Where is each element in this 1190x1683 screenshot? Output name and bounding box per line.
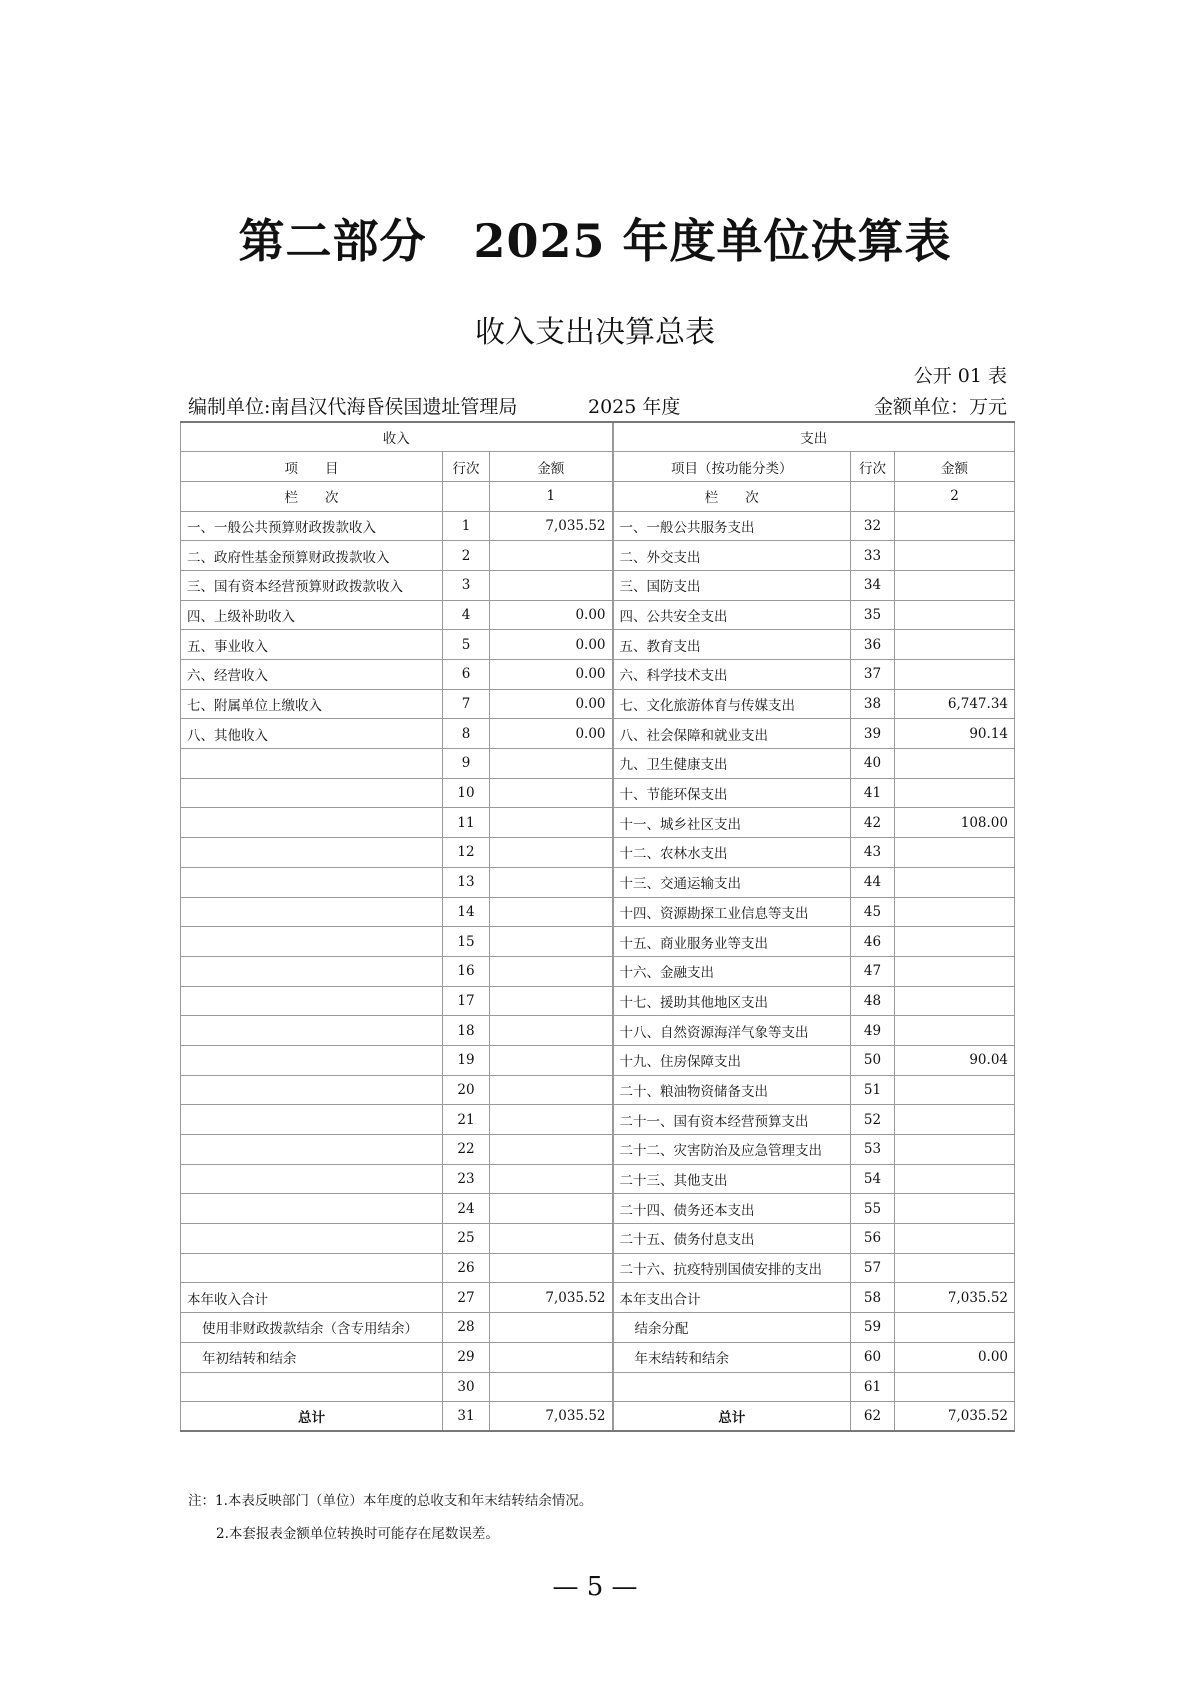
income-amount-cell (490, 749, 613, 779)
expense-item-cell: 十二、农林水支出 (613, 838, 851, 868)
table-row (181, 660, 1015, 690)
expense-row-no-cell: 50 (851, 1045, 895, 1075)
income-amount-cell (490, 778, 613, 808)
expense-header: 支出 (613, 422, 1015, 452)
income-item-cell (181, 808, 443, 838)
table-row (181, 778, 1015, 808)
income-expense-table (180, 421, 1015, 1432)
expense-amount-cell (895, 1194, 1015, 1224)
income-amount-cell (490, 1164, 613, 1194)
table-row (181, 1224, 1015, 1254)
income-row-no-cell: 1 (443, 511, 490, 541)
table-row (181, 1372, 1015, 1402)
expense-item-cell: 二、外交支出 (613, 541, 851, 571)
income-row-no-cell: 19 (443, 1045, 490, 1075)
expense-item-cell: 总计 (613, 1402, 851, 1432)
expense-row-no-cell: 53 (851, 1135, 895, 1165)
expense-amount-cell: 7,035.52 (895, 1283, 1015, 1313)
expense-item-cell: 八、社会保障和就业支出 (613, 719, 851, 749)
income-row-no-cell: 24 (443, 1194, 490, 1224)
table-row (181, 1253, 1015, 1283)
expense-row-no-cell: 46 (851, 927, 895, 957)
expense-amount-cell (895, 867, 1015, 897)
table-row (181, 838, 1015, 868)
income-row-no-cell: 23 (443, 1164, 490, 1194)
income-row-no-cell: 6 (443, 660, 490, 690)
col-header-amount: 金额 (490, 452, 613, 482)
income-amount-cell (490, 867, 613, 897)
income-item-cell (181, 1105, 443, 1135)
expense-row-no-cell: 59 (851, 1313, 895, 1343)
fiscal-year: 2025 年度 (588, 396, 681, 418)
note-1: 注：1.本表反映部门（单位）本年度的总收支和年末结转结余情况。 (188, 1493, 593, 1509)
income-amount-cell (490, 986, 613, 1016)
expense-item-cell: 二十三、其他支出 (613, 1164, 851, 1194)
income-item-cell (181, 956, 443, 986)
table-row (181, 1402, 1015, 1432)
expense-item-cell: 十、节能环保支出 (613, 778, 851, 808)
table-row (181, 719, 1015, 749)
expense-item-cell: 结余分配 (613, 1313, 851, 1343)
expense-row-no-cell: 56 (851, 1224, 895, 1254)
expense-item-cell (613, 1372, 851, 1402)
income-row-no-cell: 26 (443, 1253, 490, 1283)
income-item-cell (181, 986, 443, 1016)
expense-row-no-cell: 61 (851, 1372, 895, 1402)
income-amount-cell: 7,035.52 (490, 1402, 613, 1432)
expense-row-no-cell: 42 (851, 808, 895, 838)
table-row (181, 808, 1015, 838)
table-row (181, 541, 1015, 571)
col-header-row-no: 行次 (443, 452, 490, 482)
expense-row-no-cell: 49 (851, 1016, 895, 1046)
expense-amount-cell (895, 1105, 1015, 1135)
lanci-blank (851, 481, 895, 511)
expense-item-cell: 十八、自然资源海洋气象等支出 (613, 1016, 851, 1046)
income-item-cell (181, 1194, 443, 1224)
page-number: — 5 — (552, 1572, 638, 1602)
income-item-cell (181, 838, 443, 868)
expense-row-no-cell: 51 (851, 1075, 895, 1105)
expense-item-cell: 二十、粮油物资储备支出 (613, 1075, 851, 1105)
expense-amount-cell (895, 600, 1015, 630)
income-amount-cell (490, 1342, 613, 1372)
income-amount-cell (490, 1313, 613, 1343)
expense-row-no-cell: 58 (851, 1283, 895, 1313)
expense-amount-cell (895, 1253, 1015, 1283)
expense-row-no-cell: 54 (851, 1164, 895, 1194)
expense-row-no-cell: 41 (851, 778, 895, 808)
income-amount-cell (490, 541, 613, 571)
header-row-columns (181, 452, 1015, 482)
expense-amount-cell (895, 956, 1015, 986)
income-amount-cell (490, 927, 613, 957)
income-item-cell: 六、经营收入 (181, 660, 443, 690)
table-row (181, 1016, 1015, 1046)
income-row-no-cell: 4 (443, 600, 490, 630)
expense-amount-cell: 90.04 (895, 1045, 1015, 1075)
income-item-cell: 本年收入合计 (181, 1283, 443, 1313)
expense-item-cell: 一、一般公共服务支出 (613, 511, 851, 541)
header-row-sections (181, 422, 1015, 452)
form-number: 公开 01 表 (913, 365, 1007, 387)
expense-amount-cell (895, 1224, 1015, 1254)
expense-amount-cell (895, 1313, 1015, 1343)
income-row-no-cell: 3 (443, 570, 490, 600)
income-row-no-cell: 13 (443, 867, 490, 897)
expense-row-no-cell: 52 (851, 1105, 895, 1135)
col-header-item: 项 目 (181, 452, 443, 482)
col-header-item-func: 项目（按功能分类） (613, 452, 851, 482)
expense-amount-cell (895, 1372, 1015, 1402)
income-item-cell: 三、国有资本经营预算财政拨款收入 (181, 570, 443, 600)
money-unit: 金额单位：万元 (873, 396, 1007, 418)
expense-row-no-cell: 40 (851, 749, 895, 779)
income-row-no-cell: 21 (443, 1105, 490, 1135)
income-header: 收入 (181, 422, 613, 452)
header-row-lanci (181, 481, 1015, 511)
income-item-cell (181, 1372, 443, 1402)
expense-item-cell: 二十四、债务还本支出 (613, 1194, 851, 1224)
income-row-no-cell: 31 (443, 1402, 490, 1432)
income-item-cell (181, 1016, 443, 1046)
table-row (181, 600, 1015, 630)
expense-row-no-cell: 57 (851, 1253, 895, 1283)
expense-row-no-cell: 47 (851, 956, 895, 986)
income-row-no-cell: 15 (443, 927, 490, 957)
expense-amount-cell (895, 986, 1015, 1016)
expense-item-cell: 二十五、债务付息支出 (613, 1224, 851, 1254)
expense-amount-cell: 7,035.52 (895, 1402, 1015, 1432)
income-row-no-cell: 2 (443, 541, 490, 571)
lanci-col1: 1 (490, 481, 613, 511)
income-item-cell (181, 1135, 443, 1165)
income-item-cell (181, 749, 443, 779)
expense-amount-cell (895, 778, 1015, 808)
income-amount-cell: 7,035.52 (490, 1283, 613, 1313)
table-row (181, 1135, 1015, 1165)
income-item-cell: 年初结转和结余 (181, 1342, 443, 1372)
table-row (181, 1105, 1015, 1135)
income-amount-cell (490, 1224, 613, 1254)
table-row (181, 897, 1015, 927)
expense-item-cell: 二十一、国有资本经营预算支出 (613, 1105, 851, 1135)
expense-amount-cell (895, 927, 1015, 957)
income-amount-cell (490, 1105, 613, 1135)
compiling-unit: 编制单位:南昌汉代海昏侯国遗址管理局 (188, 396, 518, 418)
expense-amount-cell (895, 570, 1015, 600)
table-row (181, 630, 1015, 660)
income-row-no-cell: 8 (443, 719, 490, 749)
expense-row-no-cell: 34 (851, 570, 895, 600)
table-row (181, 1342, 1015, 1372)
income-item-cell (181, 778, 443, 808)
lanci-blank (443, 481, 490, 511)
expense-item-cell: 十三、交通运输支出 (613, 867, 851, 897)
expense-amount-cell (895, 838, 1015, 868)
income-row-no-cell: 11 (443, 808, 490, 838)
income-amount-cell (490, 1253, 613, 1283)
lanci-col2: 2 (895, 481, 1015, 511)
expense-item-cell: 本年支出合计 (613, 1283, 851, 1313)
income-row-no-cell: 18 (443, 1016, 490, 1046)
table-row (181, 511, 1015, 541)
expense-row-no-cell: 35 (851, 600, 895, 630)
income-item-cell: 四、上级补助收入 (181, 600, 443, 630)
note-2: 2.本套报表金额单位转换时可能存在尾数误差。 (216, 1526, 499, 1542)
income-row-no-cell: 22 (443, 1135, 490, 1165)
income-amount-cell (490, 1075, 613, 1105)
expense-item-cell: 九、卫生健康支出 (613, 749, 851, 779)
income-amount-cell (490, 1372, 613, 1402)
income-row-no-cell: 25 (443, 1224, 490, 1254)
expense-amount-cell: 0.00 (895, 1342, 1015, 1372)
expense-amount-cell (895, 1135, 1015, 1165)
expense-amount-cell: 90.14 (895, 719, 1015, 749)
income-item-cell: 二、政府性基金预算财政拨款收入 (181, 541, 443, 571)
expense-row-no-cell: 33 (851, 541, 895, 571)
expense-item-cell: 二十六、抗疫特别国债安排的支出 (613, 1253, 851, 1283)
income-row-no-cell: 29 (443, 1342, 490, 1372)
table-row (181, 1075, 1015, 1105)
income-item-cell: 八、其他收入 (181, 719, 443, 749)
expense-row-no-cell: 44 (851, 867, 895, 897)
col-header-amount: 金额 (895, 452, 1015, 482)
lanci-label: 栏 次 (613, 481, 851, 511)
expense-amount-cell (895, 511, 1015, 541)
expense-amount-cell (895, 1164, 1015, 1194)
table-row (181, 749, 1015, 779)
income-item-cell: 总计 (181, 1402, 443, 1432)
income-item-cell (181, 867, 443, 897)
income-item-cell (181, 1164, 443, 1194)
income-amount-cell (490, 1045, 613, 1075)
income-row-no-cell: 27 (443, 1283, 490, 1313)
income-amount-cell (490, 1016, 613, 1046)
income-amount-cell (490, 570, 613, 600)
income-row-no-cell: 5 (443, 630, 490, 660)
income-item-cell: 使用非财政拨款结余（含专用结余） (181, 1313, 443, 1343)
income-row-no-cell: 9 (443, 749, 490, 779)
income-item-cell (181, 1045, 443, 1075)
income-row-no-cell: 30 (443, 1372, 490, 1402)
col-header-row-no: 行次 (851, 452, 895, 482)
income-item-cell (181, 927, 443, 957)
income-amount-cell: 0.00 (490, 689, 613, 719)
expense-amount-cell (895, 541, 1015, 571)
income-item-cell: 七、附属单位上缴收入 (181, 689, 443, 719)
income-amount-cell: 0.00 (490, 719, 613, 749)
expense-item-cell: 十一、城乡社区支出 (613, 808, 851, 838)
expense-amount-cell (895, 660, 1015, 690)
lanci-label: 栏 次 (181, 481, 443, 511)
expense-amount-cell: 108.00 (895, 808, 1015, 838)
expense-item-cell: 七、文化旅游体育与传媒支出 (613, 689, 851, 719)
table-meta (188, 392, 1007, 418)
income-item-cell (181, 1224, 443, 1254)
table-row (181, 1194, 1015, 1224)
expense-row-no-cell: 62 (851, 1402, 895, 1432)
table-row (181, 1045, 1015, 1075)
income-amount-cell (490, 838, 613, 868)
expense-row-no-cell: 39 (851, 719, 895, 749)
income-amount-cell (490, 897, 613, 927)
table-row (181, 689, 1015, 719)
income-amount-cell: 0.00 (490, 600, 613, 630)
expense-row-no-cell: 45 (851, 897, 895, 927)
expense-row-no-cell: 43 (851, 838, 895, 868)
income-row-no-cell: 10 (443, 778, 490, 808)
expense-amount-cell (895, 749, 1015, 779)
table-row (181, 956, 1015, 986)
table-row (181, 986, 1015, 1016)
expense-row-no-cell: 37 (851, 660, 895, 690)
part-title: 第二部分 2025 年度单位决算表 (238, 214, 952, 268)
expense-item-cell: 十五、商业服务业等支出 (613, 927, 851, 957)
table-row (181, 927, 1015, 957)
expense-item-cell: 三、国防支出 (613, 570, 851, 600)
income-item-cell: 一、一般公共预算财政拨款收入 (181, 511, 443, 541)
income-row-no-cell: 28 (443, 1313, 490, 1343)
income-row-no-cell: 12 (443, 838, 490, 868)
expense-item-cell: 四、公共安全支出 (613, 600, 851, 630)
expense-amount-cell (895, 630, 1015, 660)
income-amount-cell: 0.00 (490, 660, 613, 690)
income-item-cell (181, 897, 443, 927)
income-item-cell (181, 1075, 443, 1105)
expense-amount-cell (895, 1075, 1015, 1105)
income-amount-cell: 7,035.52 (490, 511, 613, 541)
expense-item-cell: 五、教育支出 (613, 630, 851, 660)
income-amount-cell (490, 1194, 613, 1224)
expense-row-no-cell: 32 (851, 511, 895, 541)
expense-item-cell: 十六、金融支出 (613, 956, 851, 986)
income-row-no-cell: 20 (443, 1075, 490, 1105)
expense-row-no-cell: 48 (851, 986, 895, 1016)
income-row-no-cell: 16 (443, 956, 490, 986)
expense-row-no-cell: 38 (851, 689, 895, 719)
table-row (181, 867, 1015, 897)
income-row-no-cell: 7 (443, 689, 490, 719)
expense-amount-cell: 6,747.34 (895, 689, 1015, 719)
expense-item-cell: 十四、资源勘探工业信息等支出 (613, 897, 851, 927)
table-row (181, 570, 1015, 600)
table-row (181, 1313, 1015, 1343)
expense-item-cell: 十九、住房保障支出 (613, 1045, 851, 1075)
income-row-no-cell: 14 (443, 897, 490, 927)
expense-amount-cell (895, 1016, 1015, 1046)
expense-row-no-cell: 55 (851, 1194, 895, 1224)
income-amount-cell: 0.00 (490, 630, 613, 660)
expense-amount-cell (895, 897, 1015, 927)
expense-row-no-cell: 60 (851, 1342, 895, 1372)
expense-item-cell: 二十二、灾害防治及应急管理支出 (613, 1135, 851, 1165)
income-item-cell: 五、事业收入 (181, 630, 443, 660)
expense-item-cell: 六、科学技术支出 (613, 660, 851, 690)
income-amount-cell (490, 808, 613, 838)
income-amount-cell (490, 1135, 613, 1165)
table-title: 收入支出决算总表 (475, 315, 715, 350)
expense-item-cell: 十七、援助其他地区支出 (613, 986, 851, 1016)
table-row (181, 1283, 1015, 1313)
expense-row-no-cell: 36 (851, 630, 895, 660)
income-item-cell (181, 1253, 443, 1283)
table-body (181, 422, 1015, 1431)
income-row-no-cell: 17 (443, 986, 490, 1016)
income-amount-cell (490, 956, 613, 986)
expense-item-cell: 年末结转和结余 (613, 1342, 851, 1372)
table-row (181, 1164, 1015, 1194)
